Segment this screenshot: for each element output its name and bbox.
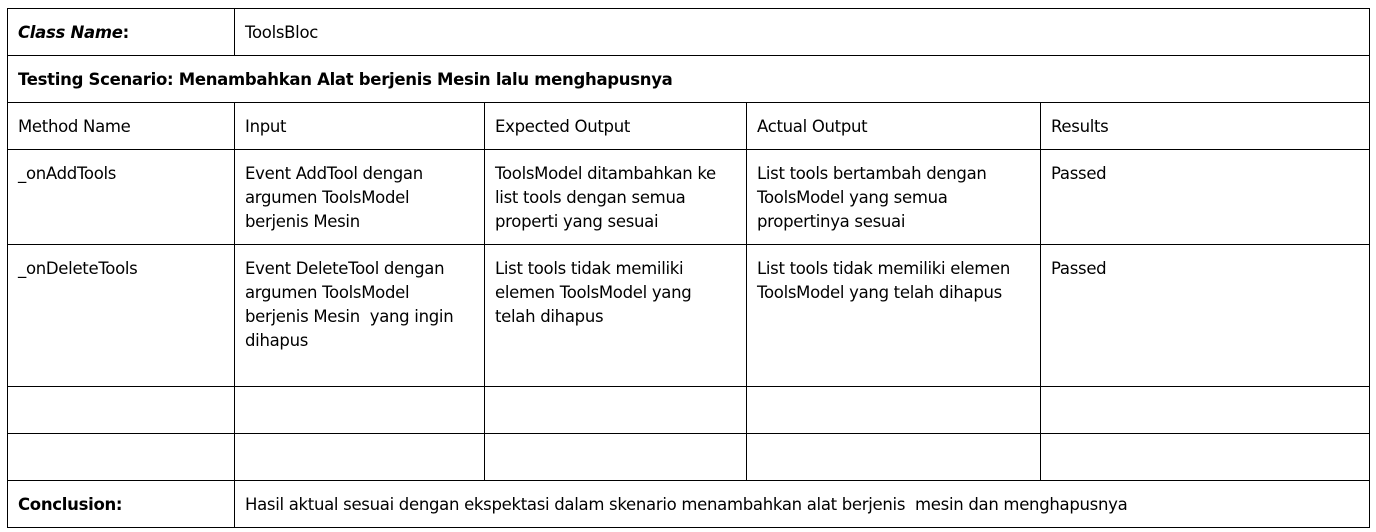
method-name-cell: _onAddTools: [8, 150, 235, 245]
empty-cell: [1041, 387, 1370, 434]
class-name-colon: :: [122, 23, 129, 42]
result-cell: Passed: [1041, 245, 1370, 387]
empty-cell: [235, 434, 485, 481]
header-method-name: Method Name: [8, 103, 235, 150]
conclusion-value: Hasil aktual sesuai dengan ekspektasi dalam skenario menambahkan alat berjenis mesin dan menghapusnya: [235, 481, 1370, 528]
class-name-label-cell: [8, 9, 235, 56]
class-name-value: ToolsBloc: [235, 9, 1370, 56]
header-actual-output: Actual Output: [747, 103, 1041, 150]
empty-cell: [8, 434, 235, 481]
class-name-label: Class Name: [18, 23, 123, 42]
conclusion-row: [8, 481, 1370, 528]
empty-row: [8, 434, 1370, 481]
empty-cell: [1041, 434, 1370, 481]
header-input: Input: [235, 103, 485, 150]
expected-output-cell: List tools tidak memiliki elemen ToolsModel yang telah dihapus: [485, 245, 747, 387]
empty-cell: [8, 387, 235, 434]
empty-cell: [235, 387, 485, 434]
class-name-row: [8, 9, 1370, 56]
empty-row: [8, 387, 1370, 434]
result-cell: Passed: [1041, 150, 1370, 245]
actual-output-cell: List tools tidak memiliki elemen ToolsModel yang telah dihapus: [747, 245, 1041, 387]
test-case-table: [7, 8, 1370, 528]
method-name-cell: _onDeleteTools: [8, 245, 235, 387]
header-results: Results: [1041, 103, 1370, 150]
actual-output-cell: List tools bertambah dengan ToolsModel yang semua propertinya sesuai: [747, 150, 1041, 245]
testing-scenario: Testing Scenario: Menambahkan Alat berjenis Mesin lalu menghapusnya: [8, 56, 1370, 103]
empty-cell: [747, 434, 1041, 481]
scenario-row: [8, 56, 1370, 103]
input-cell: Event AddTool dengan argumen ToolsModel berjenis Mesin: [235, 150, 485, 245]
empty-cell: [485, 387, 747, 434]
expected-output-cell: ToolsModel ditambahkan ke list tools dengan semua properti yang sesuai: [485, 150, 747, 245]
header-row: [8, 103, 1370, 150]
table-row: [8, 245, 1370, 387]
empty-cell: [747, 387, 1041, 434]
input-cell: Event DeleteTool dengan argumen ToolsModel berjenis Mesin yang ingin dihapus: [235, 245, 485, 387]
header-expected-output: Expected Output: [485, 103, 747, 150]
conclusion-label: Conclusion:: [8, 481, 235, 528]
table-row: [8, 150, 1370, 245]
empty-cell: [485, 434, 747, 481]
